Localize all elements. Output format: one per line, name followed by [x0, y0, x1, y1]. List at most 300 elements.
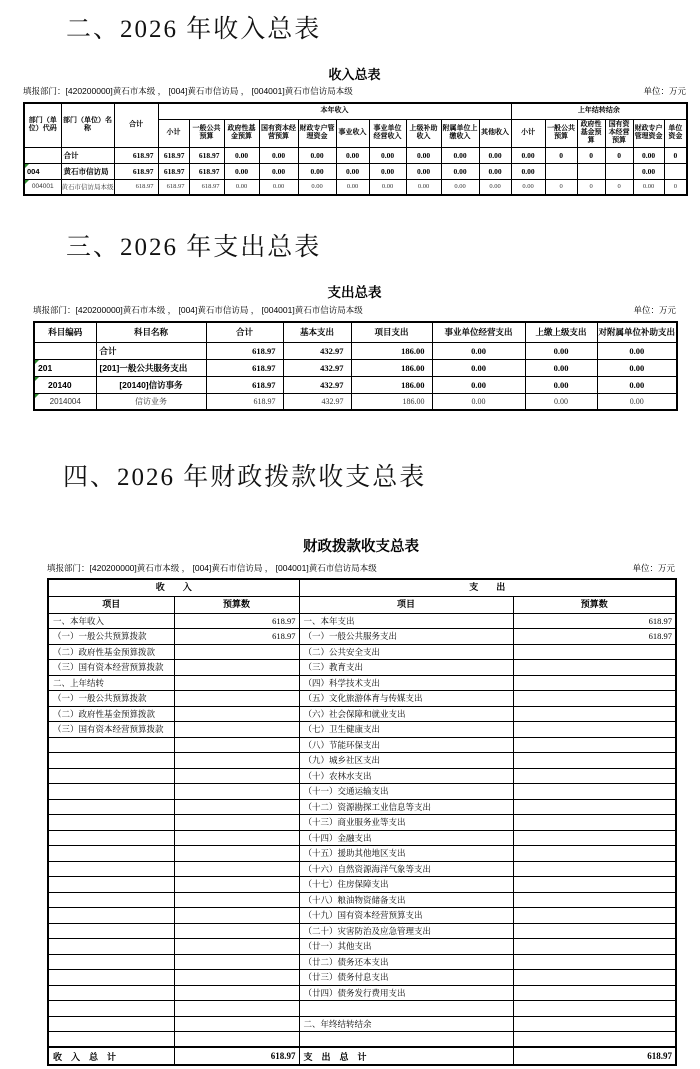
fiscal-table-row — [48, 722, 676, 738]
value-cell: 0 — [545, 179, 577, 195]
value-cell: 0.00 — [597, 376, 677, 393]
expense-item-cell: 二、年终结转结余 — [299, 1016, 513, 1032]
value-cell: 0.00 — [511, 147, 545, 163]
expense-item-cell: （一）一般公共服务支出 — [299, 629, 513, 645]
fiscal-table-title: 财政拨款收支总表 — [303, 539, 419, 555]
expense-item-cell: （廿一）其他支出 — [299, 939, 513, 955]
value-cell: 618.97 — [189, 147, 224, 163]
value-cell: 0.00 — [633, 163, 664, 179]
income-value-cell — [174, 660, 299, 676]
income-item-cell — [48, 753, 174, 769]
income-item-cell — [48, 923, 174, 939]
fiscal-table-row — [48, 660, 676, 676]
fiscal-table-row — [48, 830, 676, 846]
fiscal-table-row — [48, 644, 676, 660]
income-value-cell — [174, 939, 299, 955]
dept-name-cell: 合计 — [61, 147, 114, 163]
income-item-cell — [48, 1016, 174, 1032]
income-item-cell: （一）一般公共预算拨款 — [48, 629, 174, 645]
expense-value-cell — [513, 861, 676, 877]
col-header-upturn: 上缴上级支出 — [525, 322, 597, 342]
value-cell: 0.00 — [298, 163, 336, 179]
section-title-income: 二、2026 年收入总表 — [66, 16, 322, 43]
expense-value-cell — [513, 691, 676, 707]
value-cell: 0.00 — [259, 179, 298, 195]
income-item-cell — [48, 908, 174, 924]
value-cell: 618.97 — [189, 163, 224, 179]
fiscal-table-row — [48, 861, 676, 877]
expense-table-meta — [33, 304, 676, 316]
expense-item-cell: （十五）援助其他地区支出 — [299, 846, 513, 862]
value-cell: 618.97 — [114, 179, 158, 195]
income-item-cell: （一）一般公共预算拨款 — [48, 691, 174, 707]
value-cell: 0 — [664, 179, 687, 195]
col-header-dept-name: 部门（单位）名称 — [61, 103, 114, 147]
income-item-cell — [48, 830, 174, 846]
expense-item-cell: （十九）国有资本经营预算支出 — [299, 908, 513, 924]
col-header-item: 项目 — [299, 596, 513, 613]
value-cell: 186.00 — [351, 393, 432, 410]
value-cell: 0.00 — [259, 147, 298, 163]
value-cell: 432.97 — [283, 393, 351, 410]
expense-table-row — [34, 393, 677, 410]
expense-item-cell: （四）科学技术支出 — [299, 675, 513, 691]
expense-value-cell — [513, 799, 676, 815]
fiscal-table-row — [48, 768, 676, 784]
expense-item-cell: （廿四）债务发行费用支出 — [299, 985, 513, 1001]
unit-label: 单位：万元 — [632, 563, 675, 573]
income-item-cell — [48, 985, 174, 1001]
fiscal-table-row — [48, 799, 676, 815]
income-item-cell: （二）政府性基金预算拨款 — [48, 706, 174, 722]
value-cell: 0.00 — [633, 179, 664, 195]
group-header-carryover: 上年结转结余 — [511, 103, 687, 119]
value-cell: 618.97 — [189, 179, 224, 195]
income-value-cell — [174, 753, 299, 769]
expense-item-cell: （十二）资源勘探工业信息等支出 — [299, 799, 513, 815]
fiscal-table-block — [47, 535, 675, 1066]
income-value-cell — [174, 644, 299, 660]
value-cell: 618.97 — [114, 163, 158, 179]
income-item-cell — [48, 737, 174, 753]
col-header: 一般公共预算 — [189, 119, 224, 147]
expense-value-cell — [513, 753, 676, 769]
value-cell: 0.00 — [224, 179, 259, 195]
expense-item-cell: （十）农林水支出 — [299, 768, 513, 784]
income-item-cell — [48, 861, 174, 877]
value-cell: 0.00 — [432, 342, 525, 359]
col-header-project: 项目支出 — [351, 322, 432, 342]
subject-name-cell: [20140]信访事务 — [96, 376, 206, 393]
value-cell: 0.00 — [432, 393, 525, 410]
col-header-operating: 事业单位经营支出 — [432, 322, 525, 342]
value-cell: 0.00 — [298, 147, 336, 163]
value-cell: 0 — [577, 147, 605, 163]
income-value-cell: 618.97 — [174, 613, 299, 629]
income-total-value: 618.97 — [174, 1047, 299, 1065]
value-cell: 0.00 — [597, 342, 677, 359]
fiscal-table-row — [48, 737, 676, 753]
expense-value-cell — [513, 815, 676, 831]
income-table-block — [23, 64, 686, 196]
expense-value-cell — [513, 737, 676, 753]
income-item-cell — [48, 799, 174, 815]
col-header: 一般公共预算 — [545, 119, 577, 147]
fiscal-table-row — [48, 613, 676, 629]
expense-item-cell: （十三）商业服务业等支出 — [299, 815, 513, 831]
income-item-cell — [48, 784, 174, 800]
value-cell: 618.97 — [158, 147, 189, 163]
dept-name-cell: 黄石市信访局 — [61, 163, 114, 179]
expense-value-cell — [513, 1001, 676, 1017]
expense-total-value: 618.97 — [513, 1047, 676, 1065]
income-item-cell — [48, 954, 174, 970]
value-cell: 0.00 — [479, 163, 511, 179]
value-cell: 618.97 — [206, 342, 283, 359]
income-value-cell — [174, 706, 299, 722]
expense-item-cell — [299, 1001, 513, 1017]
value-cell: 186.00 — [351, 342, 432, 359]
expense-item-cell: （十八）粮油物资储备支出 — [299, 892, 513, 908]
group-header-expense: 支 出 — [299, 579, 676, 596]
col-header: 政府性基金预算 — [577, 119, 605, 147]
value-cell: 0.00 — [525, 376, 597, 393]
income-value-cell — [174, 923, 299, 939]
fiscal-table-row — [48, 1032, 676, 1048]
expense-value-cell — [513, 877, 676, 893]
value-cell: 618.97 — [206, 359, 283, 376]
expense-value-cell — [513, 1016, 676, 1032]
col-header: 小计 — [158, 119, 189, 147]
expense-table-row — [34, 359, 677, 376]
fiscal-table-row — [48, 815, 676, 831]
expense-value-cell — [513, 644, 676, 660]
income-item-cell: （三）国有资本经营预算拨款 — [48, 660, 174, 676]
value-cell: 0.00 — [441, 163, 479, 179]
value-cell: 0.00 — [224, 163, 259, 179]
col-header-item: 项目 — [48, 596, 174, 613]
income-value-cell: 618.97 — [174, 629, 299, 645]
income-value-cell — [174, 877, 299, 893]
expense-value-cell — [513, 784, 676, 800]
expense-item-cell: （二）公共安全支出 — [299, 644, 513, 660]
unit-label: 单位：万元 — [643, 86, 686, 96]
income-total-label: 收 入 总 计 — [48, 1047, 174, 1065]
section-title-fiscal: 四、2026 年财政拨款收支总表 — [63, 464, 427, 491]
value-cell — [605, 163, 633, 179]
income-value-cell — [174, 737, 299, 753]
subject-code-cell: 201 — [34, 359, 96, 376]
income-value-cell — [174, 908, 299, 924]
col-header: 小计 — [511, 119, 545, 147]
col-header: 国有资本经营预算 — [605, 119, 633, 147]
value-cell: 618.97 — [158, 163, 189, 179]
dept-code-cell: 004 — [24, 163, 61, 179]
expense-value-cell — [513, 908, 676, 924]
value-cell: 0.00 — [406, 147, 441, 163]
income-table-row — [24, 163, 687, 179]
expense-item-cell: （廿二）债务还本支出 — [299, 954, 513, 970]
value-cell: 0.00 — [336, 179, 369, 195]
expense-item-cell: （十四）金融支出 — [299, 830, 513, 846]
value-cell: 0.00 — [479, 147, 511, 163]
value-cell: 618.97 — [158, 179, 189, 195]
expense-value-cell — [513, 892, 676, 908]
value-cell: 0 — [605, 147, 633, 163]
income-item-cell — [48, 768, 174, 784]
value-cell: 0.00 — [432, 376, 525, 393]
fiscal-table-row — [48, 877, 676, 893]
expense-value-cell — [513, 939, 676, 955]
col-header-dept-code: 部门（单位）代码 — [24, 103, 61, 147]
value-cell: 0.00 — [597, 393, 677, 410]
income-item-cell — [48, 877, 174, 893]
value-cell: 0.00 — [525, 393, 597, 410]
expense-value-cell — [513, 970, 676, 986]
subject-name-cell: 合计 — [96, 342, 206, 359]
value-cell: 0 — [664, 147, 687, 163]
value-cell: 618.97 — [206, 376, 283, 393]
subject-code-cell — [34, 342, 96, 359]
fiscal-table-row — [48, 908, 676, 924]
dept-code-cell: 004001 — [24, 179, 61, 195]
fiscal-table-row — [48, 939, 676, 955]
expense-table-body — [34, 342, 677, 410]
income-value-cell — [174, 892, 299, 908]
expense-value-cell — [513, 768, 676, 784]
fiscal-table-row — [48, 892, 676, 908]
col-header: 单位资金 — [664, 119, 687, 147]
col-header-total: 合计 — [114, 103, 158, 147]
expense-value-cell — [513, 985, 676, 1001]
expense-item-cell: （十七）住房保障支出 — [299, 877, 513, 893]
fiscal-table-row — [48, 923, 676, 939]
value-cell: 0.00 — [525, 359, 597, 376]
income-value-cell — [174, 985, 299, 1001]
value-cell — [545, 163, 577, 179]
subject-code-cell: 2014004 — [34, 393, 96, 410]
fiscal-table-row — [48, 691, 676, 707]
fiscal-table-row — [48, 1001, 676, 1017]
value-cell: 0 — [605, 179, 633, 195]
value-cell: 432.97 — [283, 342, 351, 359]
report-dept-line: 填报部门：[420200000]黄石市本级 ， [004]黄石市信访局 ， [004001]黄石市信访局本级 — [47, 563, 377, 573]
fiscal-table-row — [48, 706, 676, 722]
expense-value-cell — [513, 675, 676, 691]
expense-table-row — [34, 376, 677, 393]
fiscal-table-row — [48, 1016, 676, 1032]
value-cell: 0.00 — [224, 147, 259, 163]
income-table-row — [24, 179, 687, 195]
expense-item-cell: （七）卫生健康支出 — [299, 722, 513, 738]
expense-item-cell: （五）文化旅游体育与传媒支出 — [299, 691, 513, 707]
fiscal-table-meta — [47, 562, 675, 574]
col-header-budget: 预算数 — [174, 596, 299, 613]
section-title-expense: 三、2026 年支出总表 — [66, 234, 322, 261]
income-value-cell — [174, 768, 299, 784]
fiscal-total-row — [48, 1047, 676, 1065]
expense-value-cell — [513, 706, 676, 722]
col-header: 事业收入 — [336, 119, 369, 147]
income-table-title: 收入总表 — [328, 67, 381, 82]
expense-item-cell: （二十）灾害防治及应急管理支出 — [299, 923, 513, 939]
fiscal-table-row — [48, 985, 676, 1001]
expense-item-cell: （十六）自然资源海洋气象等支出 — [299, 861, 513, 877]
value-cell: 0.00 — [441, 179, 479, 195]
fiscal-table-row — [48, 675, 676, 691]
expense-value-cell — [513, 846, 676, 862]
subject-code-cell: 20140 — [34, 376, 96, 393]
fiscal-table-row — [48, 970, 676, 986]
income-value-cell — [174, 970, 299, 986]
expense-value-cell: 618.97 — [513, 613, 676, 629]
value-cell: 0.00 — [633, 147, 664, 163]
col-header: 政府性基金预算 — [224, 119, 259, 147]
value-cell: 0.00 — [597, 359, 677, 376]
expense-total-label: 支 出 总 计 — [299, 1047, 513, 1065]
income-item-cell — [48, 970, 174, 986]
subject-name-cell: [201]一般公共服务支出 — [96, 359, 206, 376]
expense-item-cell: （八）节能环保支出 — [299, 737, 513, 753]
income-item-cell: 二、上年结转 — [48, 675, 174, 691]
value-cell: 186.00 — [351, 359, 432, 376]
fiscal-table-totals — [48, 1047, 676, 1065]
income-value-cell — [174, 722, 299, 738]
income-value-cell — [174, 1001, 299, 1017]
income-item-cell — [48, 1001, 174, 1017]
col-header: 附属单位上缴收入 — [441, 119, 479, 147]
value-cell: 0.00 — [336, 163, 369, 179]
value-cell: 432.97 — [283, 376, 351, 393]
value-cell — [577, 163, 605, 179]
income-value-cell — [174, 675, 299, 691]
value-cell: 0.00 — [406, 179, 441, 195]
expense-value-cell — [513, 660, 676, 676]
value-cell: 186.00 — [351, 376, 432, 393]
fiscal-table-row — [48, 753, 676, 769]
report-dept-line: 填报部门：[420200000]黄石市本级 ， [004]黄石市信访局 ， [004001]黄石市信访局本级 — [23, 86, 353, 96]
income-item-cell — [48, 939, 174, 955]
expense-item-cell — [299, 1032, 513, 1048]
col-header-subject-name: 科目名称 — [96, 322, 206, 342]
value-cell: 0.00 — [406, 163, 441, 179]
income-table-body — [24, 147, 687, 195]
value-cell: 0.00 — [369, 163, 406, 179]
expense-value-cell — [513, 830, 676, 846]
expense-table-title: 支出总表 — [327, 285, 382, 300]
expense-item-cell: 一、本年支出 — [299, 613, 513, 629]
unit-label: 单位：万元 — [633, 305, 676, 315]
income-value-cell — [174, 799, 299, 815]
fiscal-table-row — [48, 784, 676, 800]
income-value-cell — [174, 861, 299, 877]
group-header-income: 收 入 — [48, 579, 299, 596]
income-item-cell — [48, 815, 174, 831]
income-item-cell: （三）国有资本经营预算拨款 — [48, 722, 174, 738]
income-value-cell — [174, 846, 299, 862]
income-item-cell — [48, 892, 174, 908]
subject-name-cell: 信访业务 — [96, 393, 206, 410]
income-item-cell — [48, 846, 174, 862]
income-value-cell — [174, 815, 299, 831]
fiscal-table-row — [48, 846, 676, 862]
income-value-cell — [174, 1016, 299, 1032]
col-header: 其他收入 — [479, 119, 511, 147]
income-table-meta — [23, 85, 686, 97]
col-header: 事业单位经营收入 — [369, 119, 406, 147]
value-cell: 0 — [577, 179, 605, 195]
income-value-cell — [174, 830, 299, 846]
income-item-cell: （二）政府性基金预算拨款 — [48, 644, 174, 660]
expense-item-cell: （六）社会保障和就业支出 — [299, 706, 513, 722]
col-header-subject-code: 科目编码 — [34, 322, 96, 342]
value-cell — [664, 163, 687, 179]
expense-value-cell — [513, 923, 676, 939]
value-cell: 0.00 — [479, 179, 511, 195]
group-header-year-income: 本年收入 — [158, 103, 511, 119]
income-value-cell — [174, 691, 299, 707]
income-value-cell — [174, 954, 299, 970]
expense-value-cell — [513, 954, 676, 970]
expense-table-row — [34, 342, 677, 359]
expense-item-cell: （九）城乡社区支出 — [299, 753, 513, 769]
expense-value-cell — [513, 722, 676, 738]
value-cell: 432.97 — [283, 359, 351, 376]
col-header: 财政专户管理资金 — [633, 119, 664, 147]
income-table-row — [24, 147, 687, 163]
expense-value-cell — [513, 1032, 676, 1048]
value-cell: 0.00 — [441, 147, 479, 163]
expense-table — [33, 321, 678, 411]
value-cell: 0.00 — [336, 147, 369, 163]
expense-item-cell: （廿三）债务付息支出 — [299, 970, 513, 986]
income-value-cell — [174, 1032, 299, 1048]
value-cell: 0.00 — [369, 147, 406, 163]
expense-item-cell: （十一）交通运输支出 — [299, 784, 513, 800]
income-value-cell — [174, 784, 299, 800]
col-header: 上级补助收入 — [406, 119, 441, 147]
fiscal-table — [47, 578, 677, 1066]
dept-name-cell: 黄石市信访局本级 — [61, 179, 114, 195]
fiscal-table-row — [48, 954, 676, 970]
col-header: 财政专户管理资金 — [298, 119, 336, 147]
value-cell: 0 — [545, 147, 577, 163]
expense-item-cell: （三）教育支出 — [299, 660, 513, 676]
col-header: 国有资本经营预算 — [259, 119, 298, 147]
col-header-total: 合计 — [206, 322, 283, 342]
col-header-basic: 基本支出 — [283, 322, 351, 342]
income-table — [23, 102, 688, 196]
col-header-budget: 预算数 — [513, 596, 676, 613]
income-item-cell — [48, 1032, 174, 1048]
expense-table-block — [33, 281, 676, 411]
fiscal-table-body — [48, 613, 676, 1047]
value-cell: 0.00 — [259, 163, 298, 179]
value-cell: 0.00 — [369, 179, 406, 195]
value-cell: 0.00 — [511, 163, 545, 179]
value-cell: 618.97 — [206, 393, 283, 410]
expense-value-cell: 618.97 — [513, 629, 676, 645]
dept-code-cell — [24, 147, 61, 163]
value-cell: 0.00 — [511, 179, 545, 195]
value-cell: 0.00 — [525, 342, 597, 359]
income-item-cell: 一、本年收入 — [48, 613, 174, 629]
value-cell: 618.97 — [114, 147, 158, 163]
report-dept-line: 填报部门：[420200000]黄石市本级 ， [004]黄石市信访局 ， [004001]黄石市信访局本级 — [33, 305, 363, 315]
value-cell: 0.00 — [298, 179, 336, 195]
col-header-subsidy: 对附属单位补助支出 — [597, 322, 677, 342]
fiscal-table-row — [48, 629, 676, 645]
